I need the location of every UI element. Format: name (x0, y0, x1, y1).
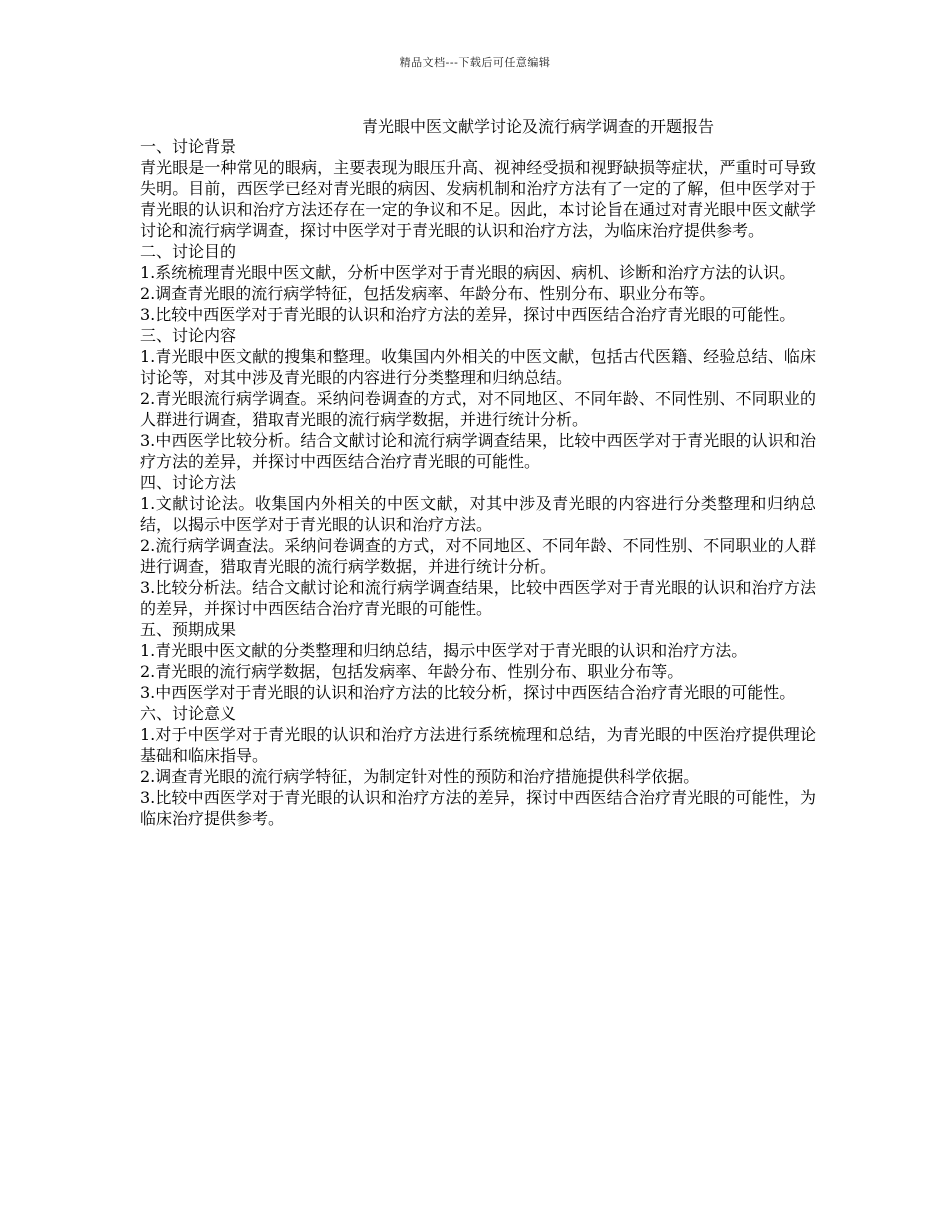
section-heading: 二、讨论目的 (140, 242, 237, 261)
section-heading: 三、讨论内容 (140, 326, 237, 345)
paragraph: 1.文献讨论法。收集国内外相关的中医文献，对其中涉及青光眼的内容进行分类整理和归纳总结，以揭示中医学对于青光眼的认识和治疗方法。 (140, 494, 816, 534)
paragraph: 2.青光眼的流行病学数据，包括发病率、年龄分布、性别分布、职业分布等。 (140, 662, 684, 681)
section-heading: 六、讨论意义 (140, 704, 237, 723)
paragraph: 3.中西医学对于青光眼的认识和治疗方法的比较分析，探讨中西医结合治疗青光眼的可能性。 (140, 683, 796, 702)
paragraph: 3.比较中西医学对于青光眼的认识和治疗方法的差异，探讨中西医结合治疗青光眼的可能性。 (140, 305, 796, 324)
paragraph: 2.调查青光眼的流行病学特征，为制定针对性的预防和治疗措施提供科学依据。 (140, 767, 700, 786)
section-heading: 四、讨论方法 (140, 473, 237, 492)
header-note: 精品文档---下载后可任意编辑 (399, 56, 551, 69)
paragraph: 1.青光眼中医文献的搜集和整理。收集国内外相关的中医文献，包括古代医籍、经验总结、临床讨论等，对其中涉及青光眼的内容进行分类整理和归纳总结。 (140, 347, 816, 387)
document-title: 青光眼中医文献学讨论及流行病学调查的开题报告 (362, 117, 715, 136)
paragraph: 2.青光眼流行病学调查。采纳问卷调查的方式，对不同地区、不同年龄、不同性别、不同职业的人群进行调查，猎取青光眼的流行病学数据，并进行统计分析。 (140, 389, 816, 429)
section-heading: 五、预期成果 (140, 620, 237, 639)
paragraph: 1.系统梳理青光眼中医文献，分析中医学对于青光眼的病因、病机、诊断和治疗方法的认识。 (140, 263, 796, 282)
section-heading: 一、讨论背景 (140, 137, 237, 156)
paragraph: 1.青光眼中医文献的分类整理和归纳总结，揭示中医学对于青光眼的认识和治疗方法。 (140, 641, 748, 660)
document-body (140, 136, 816, 829)
paragraph: 3.比较分析法。结合文献讨论和流行病学调查结果，比较中西医学对于青光眼的认识和治疗方法的差异，并探讨中西医结合治疗青光眼的可能性。 (140, 578, 816, 618)
paragraph: 3.中西医学比较分析。结合文献讨论和流行病学调查结果，比较中西医学对于青光眼的认识和治疗方法的差异，并探讨中西医结合治疗青光眼的可能性。 (140, 431, 816, 471)
paragraph: 1.对于中医学对于青光眼的认识和治疗方法进行系统梳理和总结，为青光眼的中医治疗提供理论基础和临床指导。 (140, 725, 816, 765)
paragraph: 2.流行病学调查法。采纳问卷调查的方式，对不同地区、不同年龄、不同性别、不同职业的人群进行调查，猎取青光眼的流行病学数据，并进行统计分析。 (140, 536, 816, 576)
paragraph: 青光眼是一种常见的眼病，主要表现为眼压升高、视神经受损和视野缺损等症状，严重时可导致失明。目前，西医学已经对青光眼的病因、发病机制和治疗方法有了一定的了解，但中医学对于青光眼的认识和治疗方法还存在一定的争议和不足。因此，本讨论旨在通过对青光眼中医文献学讨论和流行病学调查，探讨中医学对于青光眼的认识和治疗方法，为临床治疗提供参考。 (140, 158, 816, 240)
paragraph: 2.调查青光眼的流行病学特征，包括发病率、年龄分布、性别分布、职业分布等。 (140, 284, 716, 303)
paragraph: 3.比较中西医学对于青光眼的认识和治疗方法的差异，探讨中西医结合治疗青光眼的可能性，为临床治疗提供参考。 (140, 788, 816, 828)
